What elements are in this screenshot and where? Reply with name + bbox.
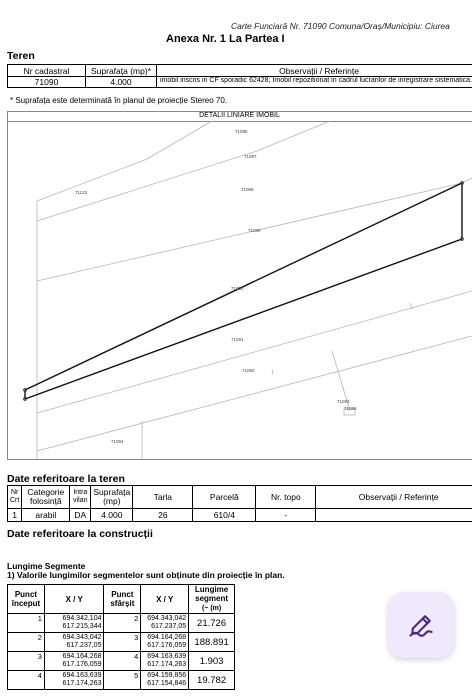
map-line (272, 369, 273, 374)
suprafata-note: * Suprafața este determinată în planul de proiecție Stereo 70. (10, 96, 228, 105)
cell-xy2 (141, 633, 189, 652)
cell-len: 188.891 (189, 633, 235, 652)
col-lungime-unit: (~ (m) (201, 605, 222, 612)
cell-nr-topo: - (256, 509, 316, 522)
carte-funciara-header: Carte Funciară Nr. 71090 Comuna/Oraș/Municipiu: Ciurea (231, 21, 450, 31)
table-row (8, 614, 235, 633)
cell-x2: 694.343,042 (147, 615, 187, 622)
col-suprafata: Suprafața (mp) (91, 486, 133, 509)
cell-xy1 (44, 671, 104, 690)
cell-tarla: 26 (133, 509, 193, 522)
cell-categorie: arabil (22, 509, 70, 522)
cell-y2: 617.174,263 (147, 661, 187, 668)
cell-intravilan: DA (70, 509, 91, 522)
cell-p1: 4 (8, 671, 45, 690)
cell-p1: 3 (8, 652, 45, 671)
cell-y1: 617.176,059 (62, 661, 102, 668)
cell-y2: 617.176,059 (147, 642, 187, 649)
map-label: 71091 (231, 337, 244, 342)
map-label: 71086 (235, 129, 248, 134)
table-row (8, 509, 472, 522)
teren-title: Teren (7, 50, 35, 62)
col-punct-sfarsit: Punct sfârșit (104, 585, 141, 614)
parcel-map (7, 121, 472, 459)
col-nr-topo: Nr. topo (256, 486, 316, 509)
col-observatii: Observații / Referințe (157, 65, 472, 77)
lungime-subtitle: 1) Valorile lungimilor segmentelor sunt obținute din proiecție în plan. (7, 570, 285, 580)
cell-p1: 2 (8, 633, 45, 652)
cell-suprafata: 4.000 (91, 509, 133, 522)
cell-p2: 5 (104, 671, 141, 690)
col-xy-1: X / Y (44, 585, 104, 614)
anexa-title: Anexa Nr. 1 La Partea I (166, 33, 285, 45)
map-label: 71093 (337, 399, 350, 404)
cell-p2: 4 (104, 652, 141, 671)
map-label: 71087 (244, 154, 257, 159)
edit-fab-button[interactable] (388, 592, 454, 658)
observatii-cell: imobil inscris in CF sporadic 62428; Imobil repozitionat in cadrul lucrarilor de inregistrare sistematica. (157, 77, 472, 88)
parcel-boundary (25, 183, 462, 399)
lungime-title: Lungime Segmente (7, 561, 86, 571)
cell-x1: 694.164,268 (62, 653, 102, 660)
table-row (8, 671, 235, 690)
col-observatii: Observații / Referințe (316, 486, 472, 509)
cell-y1: 617.237,05 (66, 642, 102, 649)
cell-len: 19.782 (189, 671, 235, 690)
col-lungime-label: Lungime segment (194, 585, 229, 603)
cell-x2: 694.159,856 (147, 672, 187, 679)
col-parcela: Parcelă (193, 486, 256, 509)
cell-x2: 694.163,639 (147, 653, 187, 660)
cell-y1: 617.215,344 (62, 623, 102, 630)
map-label: 71122 (75, 190, 88, 195)
map-label: 71094 (111, 439, 124, 444)
map-label: 71092 (242, 368, 255, 373)
edit-pen-icon (407, 611, 435, 639)
suprafata-cell: 4.000 (86, 77, 157, 88)
map-label: 71095 (344, 406, 357, 411)
map-label: 71088 (241, 187, 254, 192)
cell-p2: 2 (104, 614, 141, 633)
cell-x1: 694.163,639 (62, 672, 102, 679)
cell-xy2 (141, 614, 189, 633)
cell-y2: 617.237,05 (151, 623, 187, 630)
table-row (8, 633, 235, 652)
date-teren-table (7, 485, 472, 522)
col-intravilan: Intra vilan (70, 486, 91, 509)
cell-x1: 694.342,104 (62, 615, 102, 622)
cell-p2: 3 (104, 633, 141, 652)
cell-x2: 694.164,268 (147, 634, 187, 641)
map-title: DETALII LINIARE IMOBIL (7, 111, 472, 122)
cell-x1: 694.343,042 (62, 634, 102, 641)
map-label: 71089 (248, 228, 261, 233)
col-punct-inceput: Punct început (8, 585, 45, 614)
cell-xy1 (44, 614, 104, 633)
map-line (37, 121, 212, 459)
nr-cadastral-cell: 71090 (8, 77, 86, 88)
cell-nr-crt: 1 (8, 509, 22, 522)
col-suprafata: Suprafața (mp)* (86, 65, 157, 77)
cell-xy2 (141, 652, 189, 671)
table-row (8, 652, 235, 671)
cell-observatii (316, 509, 472, 522)
map-line (37, 121, 330, 221)
cell-xy1 (44, 633, 104, 652)
cell-xy1 (44, 652, 104, 671)
cell-p1: 1 (8, 614, 45, 633)
map-label: 71090 (231, 286, 244, 291)
date-teren-title: Date referitoare la teren (7, 473, 125, 485)
col-nr-cadastral: Nr cadastral (8, 65, 86, 77)
teren-table (7, 64, 472, 88)
col-categorie: Categorie folosință (22, 486, 70, 509)
col-xy-2: X / Y (141, 585, 189, 614)
cell-len: 1.903 (189, 652, 235, 671)
cell-len: 21.726 (189, 614, 235, 633)
col-nr-crt: Nr Crt (8, 486, 22, 509)
cell-y1: 617.174,263 (62, 680, 102, 687)
date-constructii-title: Date referitoare la construcții (7, 528, 153, 540)
cell-parcela: 610/4 (193, 509, 256, 522)
col-lungime (189, 585, 235, 614)
col-tarla: Tarla (133, 486, 193, 509)
cell-xy2 (141, 671, 189, 690)
cell-y2: 617.154,846 (147, 680, 187, 687)
segment-table (7, 584, 235, 690)
map-line (37, 291, 472, 413)
